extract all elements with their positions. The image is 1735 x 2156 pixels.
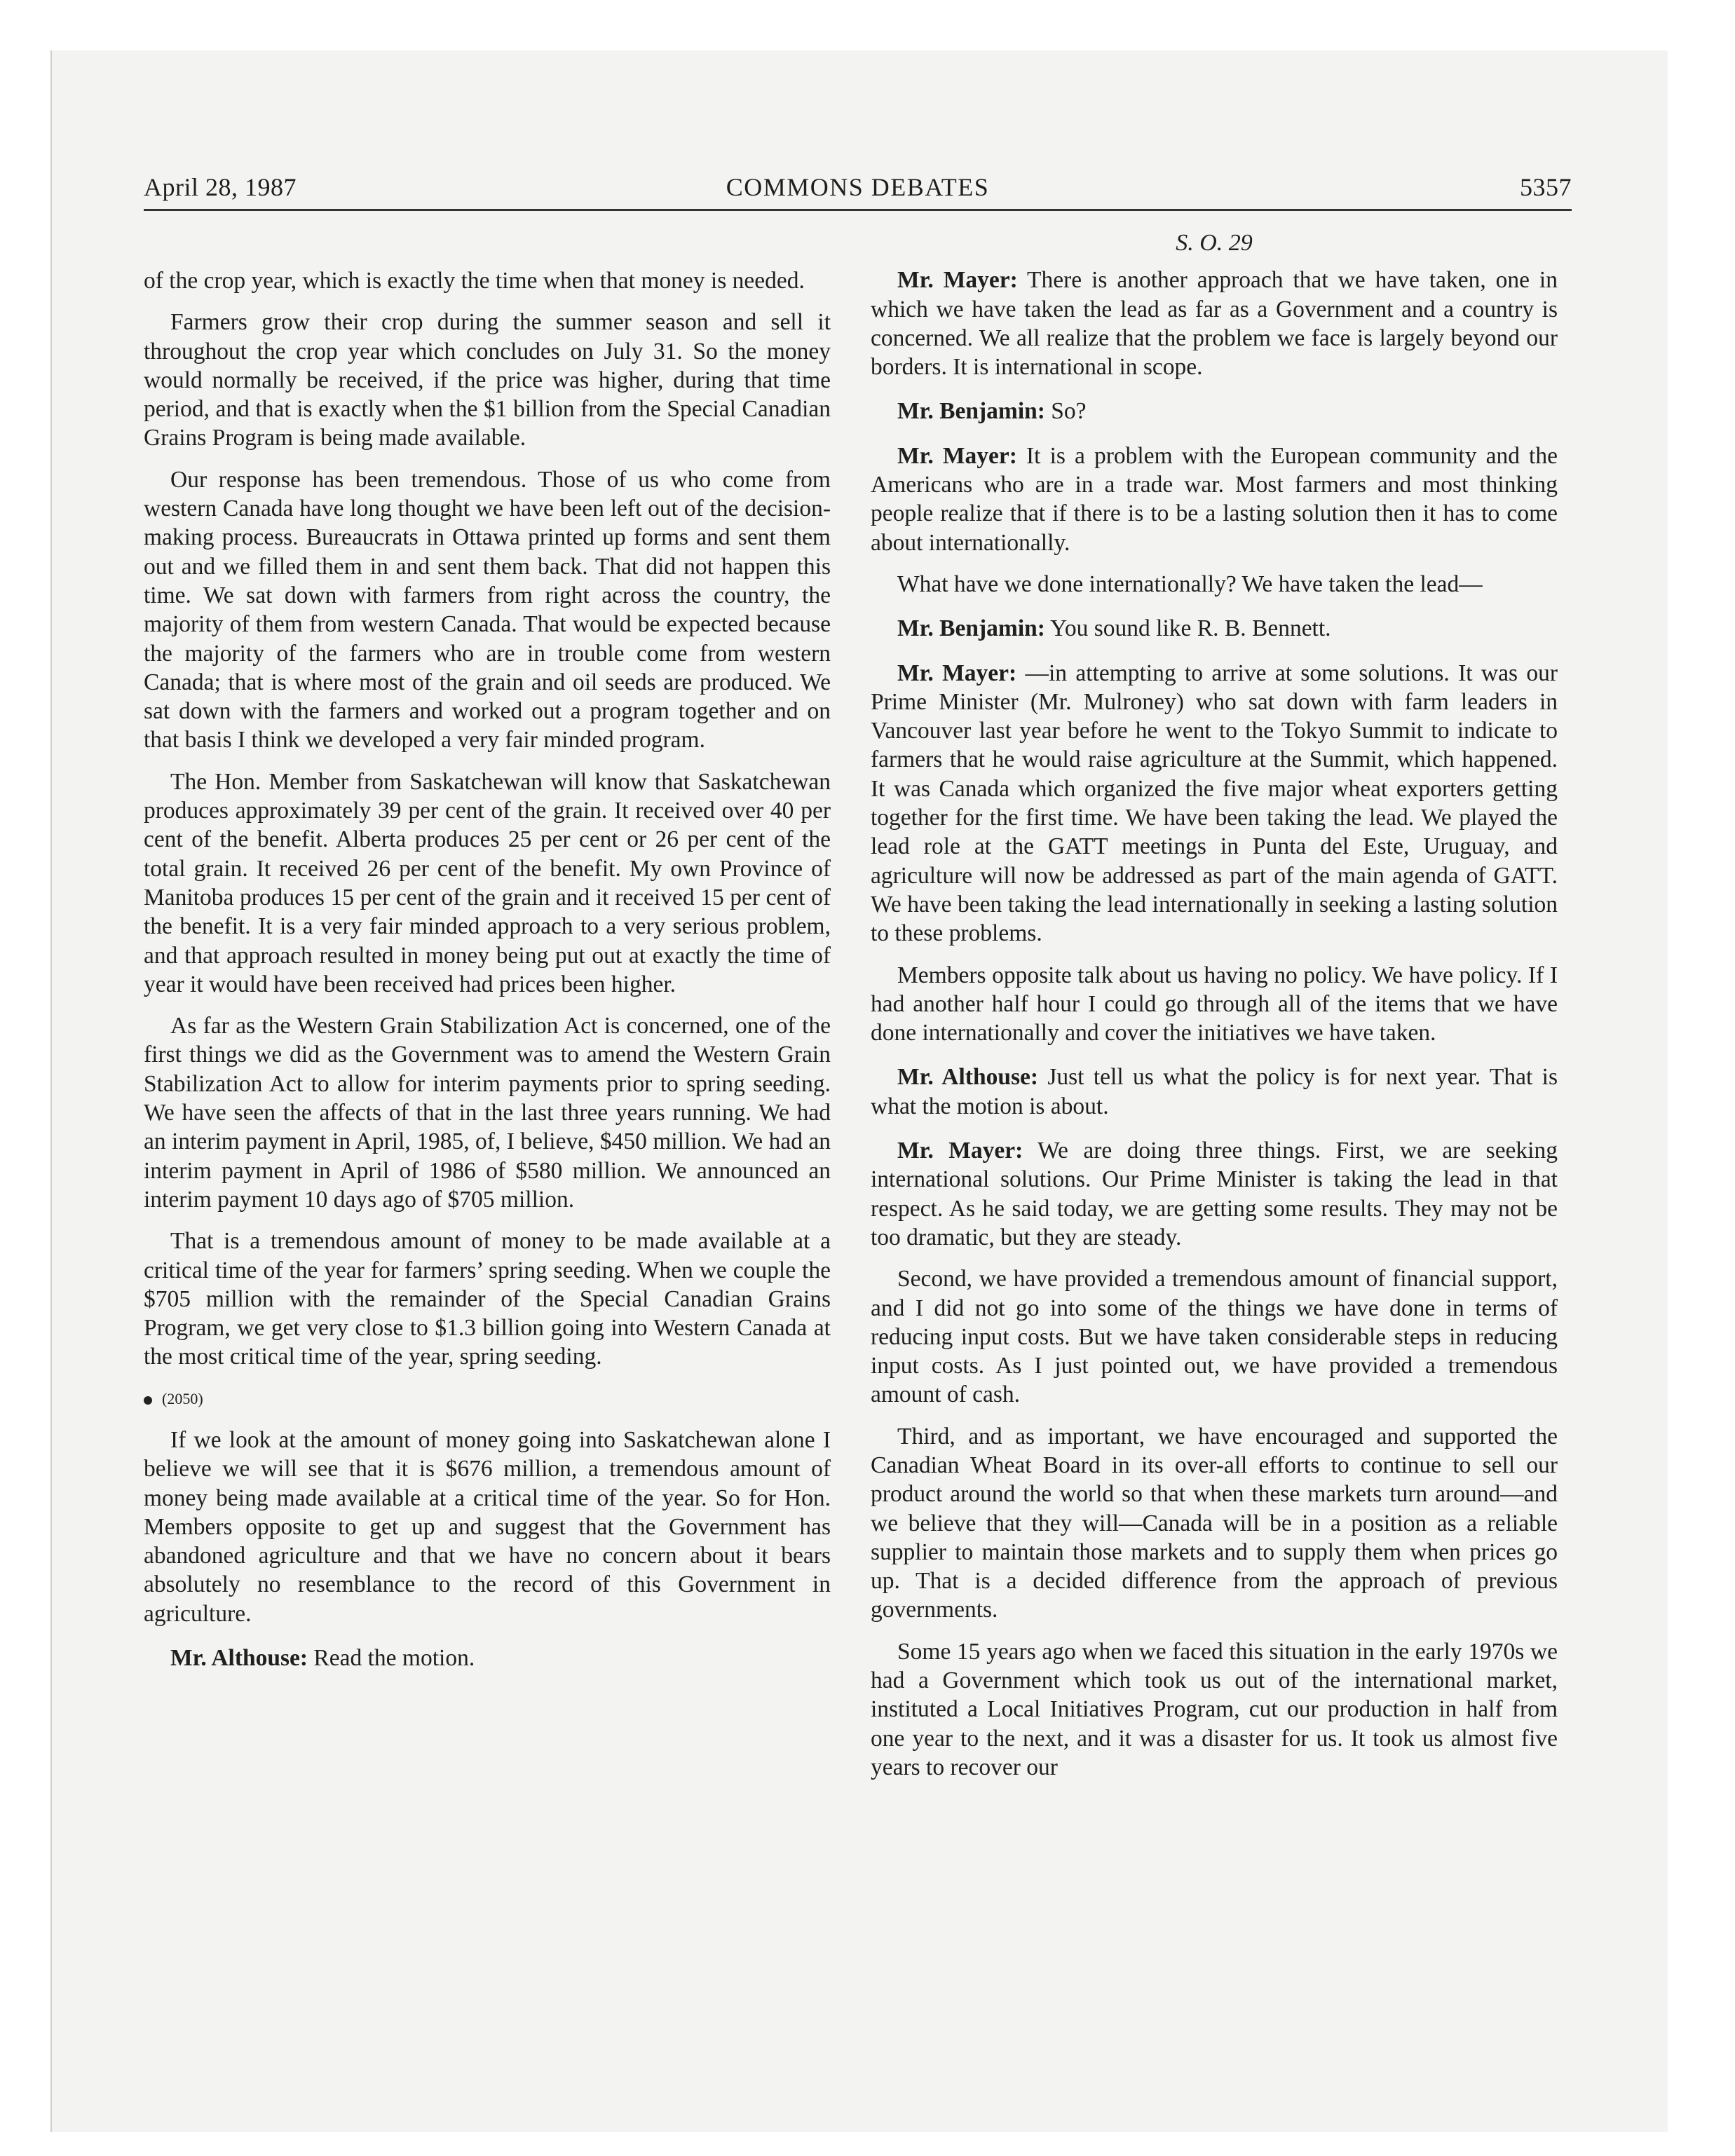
paragraph: The Hon. Member from Saskatchewan will know that Saskatchewan produces approximately 39 per cent of the grain. It received over 40 per cent of the benefit. Alberta produces 25 per cent or 26 per cent of the total grain. It received 26 per cent of the benefit. My own Province of Manitoba produces 15 per cent of the grain and it received 15 per cent of the benefit. It is a very fair minded approach to a very serious problem, and that approach resulted in money being put out at exactly the time of year it would have been received had prices been higher. xyxy=(144,768,831,997)
speech xyxy=(871,614,1558,643)
speech xyxy=(871,1136,1558,1252)
speaker-name: Mr. Althouse: xyxy=(897,1064,1039,1091)
paragraph: As far as the Western Grain Stabilization Act is concerned, one of the first things we did as the Government was to amend the Western Grain Stabilization Act to allow for interim payments prior to spring seeding. We have seen the affects of that in the last three years running. We had an interim payment in April, 1985, of, I believe, $450 million. We had an interim payment in April of 1986 of $580 million. We announced an interim payment 10 days ago of $705 million. xyxy=(144,1013,831,1213)
speech-text: We are doing three things. First, we are seeking international solutions. Our Prime Minister is taking the lead in that respect. As he said today, we are getting some results. They may not be too dramatic, but they are steady. xyxy=(871,1138,1558,1250)
speaker-name: Mr. Mayer: xyxy=(897,442,1017,469)
speaker-name: Mr. Mayer: xyxy=(897,267,1018,294)
speaker-name: Mr. Mayer: xyxy=(897,660,1017,686)
speaker-name: Mr. Benjamin: xyxy=(897,398,1045,425)
header-title: COMMONS DEBATES xyxy=(726,173,990,201)
paragraph: of the crop year, which is exactly the time when that money is needed. xyxy=(144,268,805,294)
speech xyxy=(871,659,1558,948)
running-head xyxy=(144,172,1572,211)
header-date: April 28, 1987 xyxy=(144,173,297,201)
paragraph: Second, we have provided a tremendous amount of financial support, and I did not go into some of the things we have done in terms of reducing input costs. But we have taken considerable steps in reducing input costs. As I just pointed out, we have provided a tremendous amount of cash. xyxy=(871,1266,1558,1408)
speaker-name: Mr. Mayer: xyxy=(897,1138,1023,1164)
speech-text: Read the motion. xyxy=(308,1645,475,1672)
speech-text: There is another approach that we have taken, one in which we have taken the lead as far as a Government and a country is concerned. We all realize that the problem we face is largely beyond our borders. It is international in scope. xyxy=(871,267,1558,381)
time-stamp xyxy=(144,1384,831,1413)
paragraph: Third, and as important, we have encouraged and supported the Canadian Wheat Board in its over-all efforts to continue to sell our product around the world so that when these markets turn around—and we believe that they will—Canada will be in a position as a reliable supplier to maintain those markets and to supply them when prices go up. That is a decided difference from the approach of previous governments. xyxy=(871,1423,1558,1623)
speech xyxy=(144,1644,831,1672)
speech-text: —in attempting to arrive at some solutions. It was our Prime Minister (Mr. Mulroney) who sat down with farm leaders in Vancouver last year before he went to the Tokyo Summit to indicate to farmers that he would raise agriculture at the Summit, which happened. It was Canada which organized the five major wheat exporters getting together for the first time. We have been taking the lead. We played the lead role at the GATT meetings in Punta del Este, Uruguay, and agriculture will now be addressed as part of the main agenda of GATT. We have been taking the lead internationally in seeking a lasting solution to these problems. xyxy=(871,660,1558,947)
paragraph: Members opposite talk about us having no policy. We have policy. If I had another half hour I could go through all of the items that we have done internationally and cover the initiatives we have taken. xyxy=(871,962,1558,1046)
speech-text: It is a problem with the European community and the Americans who are in a trade war. Most farmers and most thinking people realize that if there is to be a lasting solution then it has to come about internationally. xyxy=(871,442,1558,556)
speech-text: Just tell us what the policy is for next year. That is what the motion is about. xyxy=(871,1064,1558,1119)
speech xyxy=(871,266,1558,381)
speech-text: So? xyxy=(1045,398,1087,425)
paragraph: If we look at the amount of money going into Saskatchewan alone I believe we will see that it is $676 million, a tremendous amount of money being made available at a critical time of the year. So for Hon. Members opposite to get up and suggest that the Government has abandoned agriculture and that we have no concern about it bears absolutely no resemblance to the record of this Government in agriculture. xyxy=(144,1426,831,1627)
speech xyxy=(871,442,1558,557)
time-stamp-text: (2050) xyxy=(162,1389,203,1407)
speech-text: You sound like R. B. Bennett. xyxy=(1045,615,1331,642)
section-marker: S. O. 29 xyxy=(1176,230,1253,256)
paragraph: What have we done internationally? We have taken the lead— xyxy=(897,571,1483,597)
bullet-icon xyxy=(144,1396,152,1405)
speaker-name: Mr. Benjamin: xyxy=(897,615,1045,642)
paragraph: Our response has been tremendous. Those of us who come from western Canada have long thought we have been left out of the decision-making process. Bureaucrats in Ottawa printed up forms and sent them out and we filled them in and sent them back. That did not happen this time. We sat down with farmers from right across the country, the majority of them from western Canada. That would be expected because the majority of the farmers who are in trouble come from western Canada; that is where most of the grain and oil seeds are produced. We sat down with the farmers and worked out a program together and on that basis I think we developed a very fair minded program. xyxy=(144,466,831,753)
paragraph: That is a tremendous amount of money to be made available at a critical time of the year for farmers’ spring seeding. When we couple the $705 million with the remainder of the Special Canadian Grains Program, we get very close to $1.3 billion going into Western Canada at the most critical time of the year, spring seeding. xyxy=(144,1228,831,1370)
speaker-name: Mr. Althouse: xyxy=(170,1645,308,1672)
right-column xyxy=(871,228,1558,1794)
speech xyxy=(871,397,1558,425)
header-page-number: 5357 xyxy=(1520,173,1572,201)
speech xyxy=(871,1063,1558,1121)
paragraph: Farmers grow their crop during the summer season and sell it throughout the crop year which concludes on July 31. So the money would normally be received, if the price was higher, during that time period, and that is exactly when the $1 billion from the Special Canadian Grains Program is being made available. xyxy=(144,309,831,451)
paragraph: Some 15 years ago when we faced this situation in the early 1970s we had a Government which took us out of the international market, instituted a Local Initiatives Program, cut our production in half from one year to the next, and it was a disaster for us. It took us almost five years to recover our xyxy=(871,1638,1558,1780)
left-column xyxy=(144,266,831,1685)
